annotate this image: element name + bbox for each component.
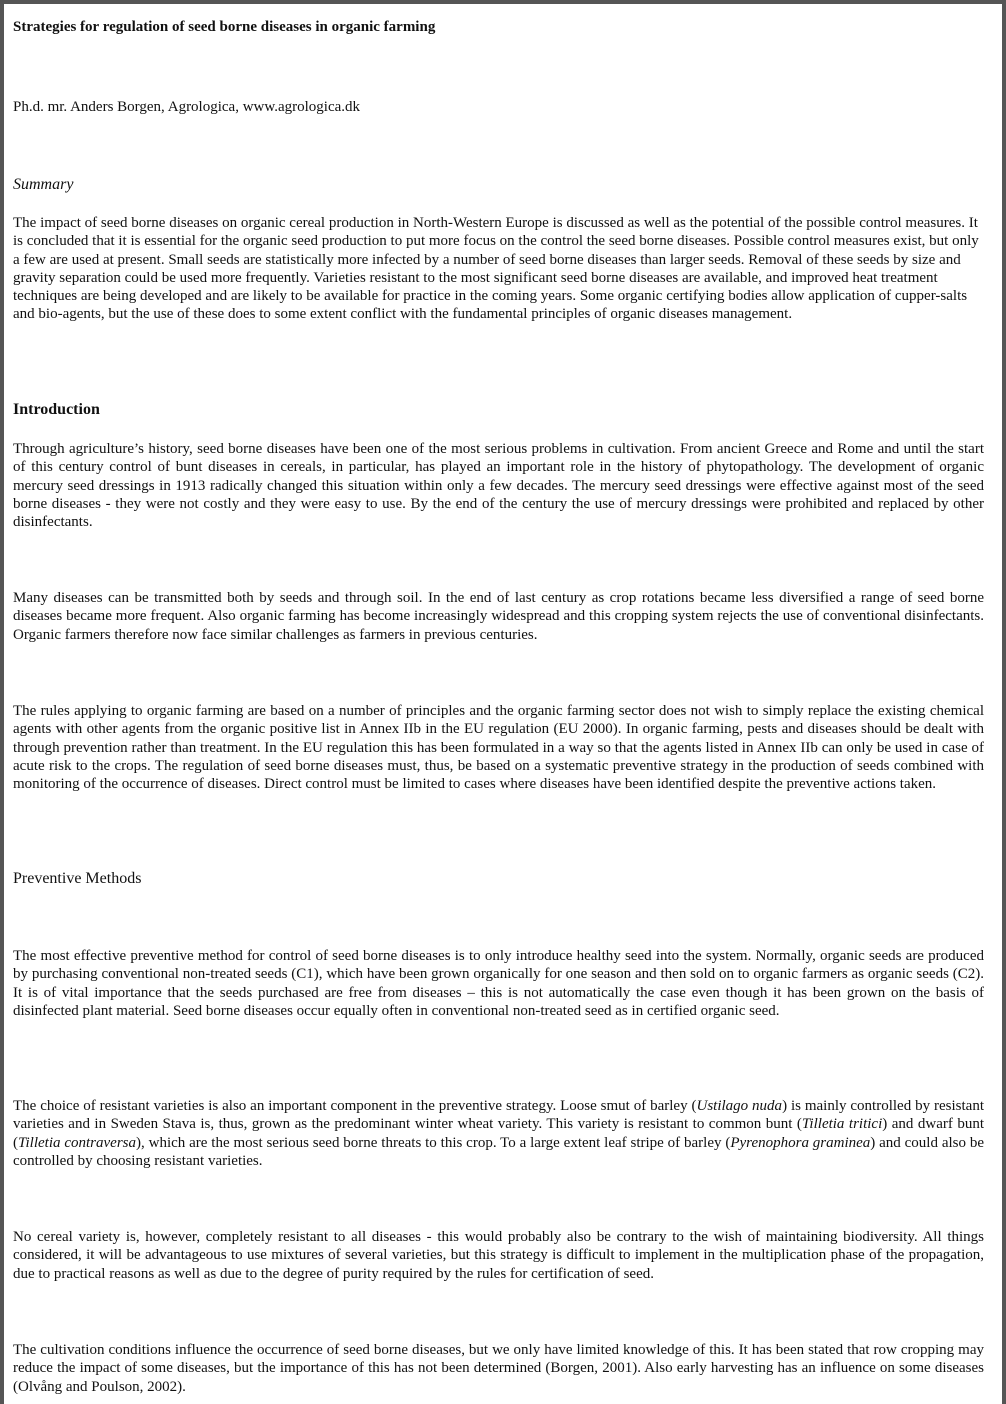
intro-paragraph-3: The rules applying to organic farming are based on a number of principles and the organic farming sector does not wish to simply replace the existing chemical agents with other agents from the organic positive list in Annex IIb in the EU regulation (EU 2000). In organic farming, pests and diseases should be dealt with through prevention rather than treatment. In the EU regulation this has been formulated in a way so that the agents listed in Annex IIb can only be used in case of acute risk to the crops. The regulation of seed borne diseases must, thus, be based on a systematic preventive strategy in the production of seeds combined with monitoring of the occurrence of diseases. Direct control must be limited to cases where diseases have been identified despite the preventive actions taken. xyxy=(13,703,984,793)
intro-paragraph-1: Through agriculture’s history, seed borne diseases have been one of the most serious problems in cultivation. From ancient Greece and Rome and until the start of this century control of bunt diseases in cereals, in particular, has played an important role in the history of phytopathology. The development of organic mercury seed dressings in 1913 radically changed this situation within only a few decades. The mercury seed dressings were effective against most of the seed borne diseases - they were not costly and they were easy to use. By the end of the century the use of mercury dressings were prohibited and replaced by other disinfectants. xyxy=(13,441,984,531)
preventive-paragraph-1: The most effective preventive method for control of seed borne diseases is to only introduce healthy seed into the system. Normally, organic seeds are produced by purchasing conventional non-treated seeds (C1), which have been grown organically for one season and then sold on to organic farmers as organic seeds (C2). It is of vital importance that the seeds purchased are free from diseases – this is not automatically the case even though it has been grown on the basis of disinfected plant material. Seed borne diseases occur equally often in conventional non-treated seed as in certified organic seed. xyxy=(13,948,984,1019)
species-tilletia-tritici: Tilletia tritici xyxy=(801,1116,883,1133)
intro-paragraph-2: Many diseases can be transmitted both by seeds and through soil. In the end of last century as crop rotations became less diversified a range of seed borne diseases became more frequent. Also organic farming has become increasingly widespread and this cropping system rejects the use of conventional disinfectants. Organic farmers therefore now face similar challenges as farmers in previous centuries. xyxy=(13,590,984,643)
species-ustilago-nuda: Ustilago nuda xyxy=(696,1098,783,1114)
document-content xyxy=(13,18,984,1395)
summary-paragraph: The impact of seed borne diseases on organic cereal production in North-Western Europe is discussed as well as the potential of the possible control measures. It is concluded that it is essential for the organic seed production to put more focus on the control the seed borne diseases. Possible control measures exist, but only a few are used at present. Small seeds are statistically more infected by a number of seed borne diseases than larger seeds. Removal of these seeds by size and gravity separation could be used more frequently. Varieties resistant to the most significant seed borne diseases are available, and improved heat treatment techniques are being developed and are likely to be available for practice in the coming years. Some organic certifying bodies allow application of cupper-salts and bio-agents, but the use of these does to some extent conflict with the fundamental principles of organic diseases management. xyxy=(13,215,979,323)
prev2-text-b: ) is mainly controlled by resistant varieties and in Sweden Stava is, thus, grown as the predominant winter wheat variety. This variety is resistant to common bunt ( xyxy=(13,1098,984,1133)
document-title: Strategies for regulation of seed borne diseases in organic farming xyxy=(13,19,436,35)
prev2-text-d: ), which are the most serious seed borne threats to this crop. To a large extent leaf stripe of barley ( xyxy=(136,1134,731,1151)
prev2-text-a: The choice of resistant varieties is also an important component in the preventive strategy. Loose smut of barley ( xyxy=(13,1098,697,1114)
preventive-methods-heading: Preventive Methods xyxy=(13,870,142,887)
species-tilletia-contraversa: Tilletia contraversa xyxy=(18,1134,137,1151)
prev2-text-c: ) and dwarf bunt ( xyxy=(13,1116,984,1151)
preventive-paragraph-3: No cereal variety is, however, completely resistant to all diseases - this would probably also be contrary to the wish of maintaining biodiversity. All things considered, it will be advantageous to use mixtures of several varieties, but this strategy is difficult to implement in the multiplication phase of the propagation, due to practical reasons as well as due to the degree of purity required by the rules for certification of seed. xyxy=(13,1229,984,1282)
species-pyrenophora-graminea: Pyrenophora graminea xyxy=(730,1134,871,1151)
preventive-paragraph-2 xyxy=(13,1097,984,1170)
preventive-paragraph-4: The cultivation conditions influence the occurrence of seed borne diseases, but we only have limited knowledge of this. It has been stated that row cropping may reduce the impact of some diseases, but the importance of this has not been determined (Borgen, 2001). Also early harvesting has an influence on some diseases (Olvång and Poulson, 2002). xyxy=(13,1342,984,1395)
introduction-heading: Introduction xyxy=(13,401,100,418)
author-line: Ph.d. mr. Anders Borgen, Agrologica, www.agrologica.dk xyxy=(13,99,361,115)
prev2-text-e: ) and could also be controlled by choosing resistant varieties. xyxy=(13,1134,984,1169)
summary-heading: Summary xyxy=(13,176,74,193)
